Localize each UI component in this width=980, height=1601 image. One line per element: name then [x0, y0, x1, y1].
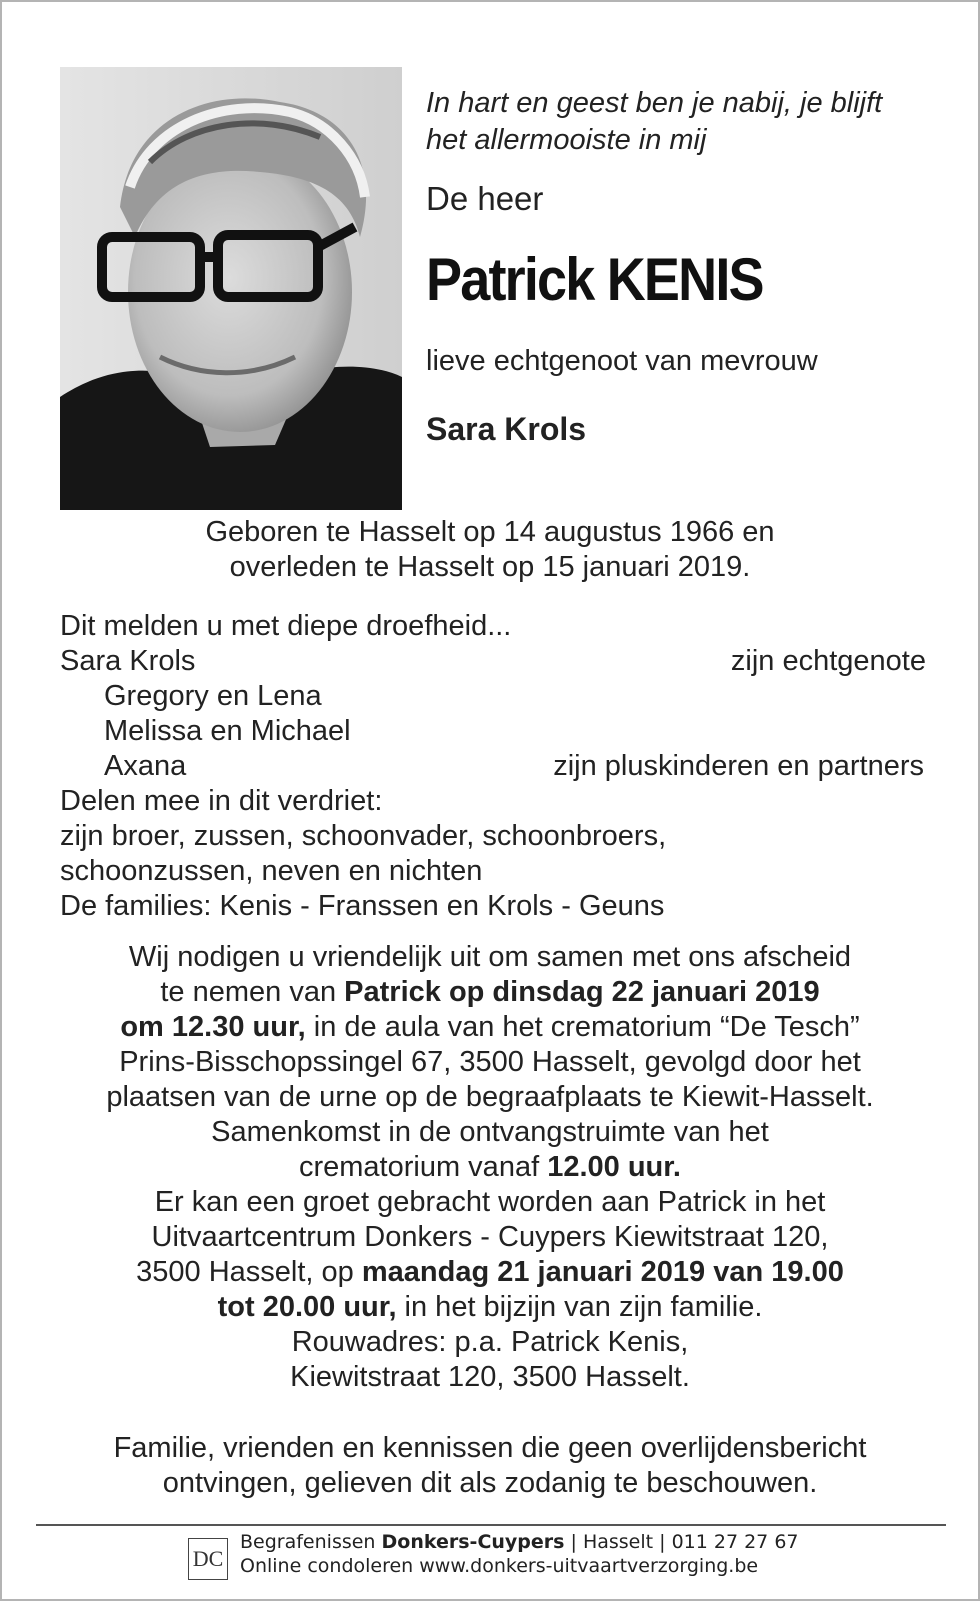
- share-intro: Delen mee in dit verdriet:: [60, 785, 383, 817]
- footer-line-1-prefix: Begrafenissen: [240, 1531, 382, 1553]
- invitation-line-8: Er kan een groet gebracht worden aan Patrick in het: [154, 1186, 826, 1218]
- child-2: Melissa en Michael: [104, 715, 351, 747]
- honorific: De heer: [426, 180, 544, 217]
- invitation-line-5: plaatsen van de urne op de begraafplaats te Kiewit-Hasselt.: [106, 1081, 874, 1113]
- closing-line-2: ontvingen, gelieven dit als zodanig te beschouwen.: [162, 1467, 818, 1499]
- invitation-line-3: [0, 1010, 980, 1045]
- deceased-name: Patrick KENIS: [426, 246, 763, 313]
- invitation-line-10-text: 3500 Hasselt, op: [136, 1256, 362, 1288]
- quote-line-1: In hart en geest ben je nabij, je blijft: [426, 87, 883, 119]
- relatives-line-1: zijn broer, zussen, schoonvader, schoonbroers,: [60, 820, 667, 852]
- invitation-line-6: Samenkomst in de ontvangstruimte van het: [211, 1116, 769, 1148]
- relatives-line-2: schoonzussen, neven en nichten: [60, 855, 483, 887]
- spouse-row: [60, 644, 926, 679]
- spouse-intro: lieve echtgenoot van mevrouw: [426, 345, 818, 377]
- funeral-home-logo: DC: [188, 1538, 228, 1580]
- footer-line-1: [240, 1530, 799, 1554]
- birth-death-block: [0, 515, 980, 585]
- invitation-line-4: Prins-Bisschopssingel 67, 3500 Hasselt, gevolgd door het: [119, 1046, 861, 1078]
- address-block: [0, 1325, 980, 1395]
- spouse-name: Sara Krols: [426, 411, 587, 447]
- invitation-line-9: Uitvaartcentrum Donkers - Cuypers Kiewitstraat 120,: [151, 1221, 829, 1253]
- spouse-row-name: Sara Krols: [60, 645, 196, 677]
- header-block: [426, 85, 946, 449]
- visitation-end: tot 20.00 uur,: [217, 1291, 397, 1323]
- visitation-date: maandag 21 januari 2019 van 19.00: [361, 1256, 844, 1288]
- quote-line-2: het allermooiste in mij: [426, 124, 707, 156]
- invitation-line-7-text: crematorium vanaf: [298, 1151, 548, 1183]
- families-line: De families: Kenis - Franssen en Krols - Geuns: [60, 890, 665, 922]
- ceremony-date: Patrick op dinsdag 22 januari 2019: [344, 976, 820, 1008]
- portrait-photo: [60, 67, 402, 510]
- invitation-line-11: [0, 1290, 980, 1325]
- address-line-2: Kiewitstraat 120, 3500 Hasselt.: [290, 1361, 690, 1393]
- spouse-row-relation: zijn echtgenote: [730, 645, 926, 677]
- invitation-line-2: [0, 975, 980, 1010]
- invitation-line-11-text: in het bijzijn van zijn familie.: [396, 1291, 763, 1323]
- footer-contact: | Hasselt | 011 27 27 67: [564, 1531, 799, 1553]
- children-row: [60, 749, 924, 784]
- address-line-1: Rouwadres: p.a. Patrick Kenis,: [291, 1326, 689, 1358]
- invitation-line-1: Wij nodigen u vriendelijk uit om samen met ons afscheid: [128, 941, 852, 973]
- funeral-home-name: Donkers-Cuypers: [381, 1531, 565, 1553]
- invitation-line-3-text: in de aula van het crematorium “De Tesch”: [305, 1011, 860, 1043]
- child-3: Axana: [104, 750, 187, 782]
- death-line: overleden te Hasselt op 15 januari 2019.: [229, 551, 751, 583]
- invitation-line-10: [0, 1255, 980, 1290]
- birth-line: Geboren te Hasselt op 14 augustus 1966 en: [205, 516, 775, 548]
- closing-block: [0, 1431, 980, 1501]
- footer-divider: [36, 1524, 946, 1526]
- announce-intro: Dit melden u met diepe droefheid...: [60, 610, 512, 642]
- announcement-block: [60, 609, 926, 924]
- gathering-time: 12.00 uur.: [547, 1151, 681, 1183]
- children-relation: zijn pluskinderen en partners: [553, 750, 924, 782]
- ceremony-time: om 12.30 uur,: [120, 1011, 306, 1043]
- footer-text: [240, 1530, 799, 1578]
- invitation-line-2-text: te nemen van: [160, 976, 345, 1008]
- invitation-line-7: [0, 1150, 980, 1185]
- child-1: Gregory en Lena: [104, 680, 322, 712]
- footer-website[interactable]: Online condoleren www.donkers-uitvaartverzorging.be: [240, 1555, 759, 1577]
- closing-line-1: Familie, vrienden en kennissen die geen overlijdensbericht: [113, 1432, 867, 1464]
- invitation-block: [0, 940, 980, 1325]
